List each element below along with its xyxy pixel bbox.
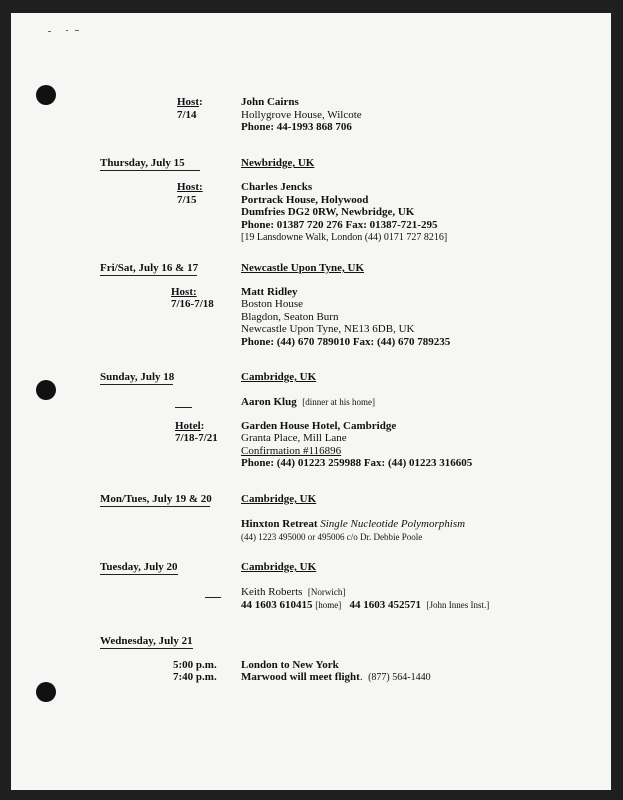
date-7-18-7-21: 7/18-7/21 — [175, 432, 218, 444]
hotel-address: Granta Place, Mill Lane — [241, 432, 347, 444]
day-tuesday-july-20: Tuesday, July 20 — [100, 561, 178, 573]
host-phone-cairns: Phone: 44-1993 868 706 — [241, 121, 352, 133]
binder-hole-top — [36, 85, 56, 105]
day-wednesday-july-21: Wednesday, July 21 — [100, 635, 193, 647]
day-underline — [100, 275, 197, 276]
contact-roberts-phones: 44 1603 610415 [home] 44 1603 452571 [John Innes Inst.] — [241, 599, 490, 611]
host-name-ridley: Matt Ridley — [241, 286, 298, 298]
city-cambridge-18: Cambridge, UK — [241, 371, 317, 383]
event-london-ny: London to New York — [241, 659, 339, 671]
day-thursday-july-15: Thursday, July 15 — [100, 157, 185, 169]
date-7-15: 7/15 — [177, 194, 197, 206]
hotel-label: Hotel: — [175, 420, 205, 432]
hotel-name: Garden House Hotel, Cambridge — [241, 420, 397, 432]
event-marwood: Marwood will meet flight. (877) 564-1440 — [241, 671, 431, 683]
hotel-confirmation: Confirmation #116896 — [241, 445, 342, 457]
city-newcastle: Newcastle Upon Tyne, UK — [241, 262, 365, 274]
day-underline — [100, 170, 200, 171]
event-hinxton: Hinxton Retreat Single Nucleotide Polymorphism — [241, 518, 466, 530]
scan-mark — [66, 30, 68, 31]
time-5pm: 5:00 p.m. — [173, 659, 217, 671]
date-7-16-7-18: 7/16-7/18 — [171, 298, 214, 310]
host-label-7-15: Host: — [177, 181, 203, 193]
blank-line — [205, 597, 221, 598]
host-address1-jencks: Portrack House, Holywood — [241, 194, 369, 206]
day-underline — [100, 506, 210, 507]
binder-hole-bottom — [36, 682, 56, 702]
blank-line — [175, 407, 192, 408]
host-address2-ridley: Blagdon, Seaton Burn — [241, 311, 339, 323]
binder-hole-middle — [36, 380, 56, 400]
day-underline — [100, 648, 193, 649]
host-label-7-14: Host: — [177, 96, 203, 108]
day-sunday-july-18: Sunday, July 18 — [100, 371, 175, 383]
hotel-phone: Phone: (44) 01223 259988 Fax: (44) 01223 316605 — [241, 457, 473, 469]
person-klug: Aaron Klug [dinner at his home] — [241, 396, 375, 408]
day-underline — [100, 574, 178, 575]
host-address3-ridley: Newcastle Upon Tyne, NE13 6DB, UK — [241, 323, 415, 335]
day-mon-tues-july-19-20: Mon/Tues, July 19 & 20 — [100, 493, 212, 505]
day-underline — [100, 384, 173, 385]
date-7-14: 7/14 — [177, 109, 197, 121]
city-cambridge-19: Cambridge, UK — [241, 493, 317, 505]
host-label-7-16: Host: — [171, 286, 197, 298]
host-name-jencks: Charles Jencks — [241, 181, 313, 193]
scan-mark — [75, 30, 79, 31]
time-740pm: 7:40 p.m. — [173, 671, 217, 683]
city-newbridge: Newbridge, UK — [241, 157, 315, 169]
host-phone-ridley: Phone: (44) 670 789010 Fax: (44) 670 789235 — [241, 336, 451, 348]
host-address2-jencks: Dumfries DG2 0RW, Newbridge, UK — [241, 206, 415, 218]
scan-mark — [48, 31, 51, 32]
city-cambridge-20: Cambridge, UK — [241, 561, 317, 573]
contact-roberts: Keith Roberts [Norwich] — [241, 586, 346, 598]
event-hinxton-contact: (44) 1223 495000 or 495006 c/o Dr. Debbie Poole — [241, 532, 423, 542]
host-address-cairns: Hollygrove House, Wilcote — [241, 109, 362, 121]
host-note-jencks: [19 Lansdowne Walk, London (44) 0171 727 8216] — [241, 232, 448, 243]
host-phone-jencks: Phone: 01387 720 276 Fax: 01387-721-295 — [241, 219, 438, 231]
host-name-cairns: John Cairns — [241, 96, 299, 108]
host-address1-ridley: Boston House — [241, 298, 304, 310]
day-fri-sat-july-16-17: Fri/Sat, July 16 & 17 — [100, 262, 199, 274]
